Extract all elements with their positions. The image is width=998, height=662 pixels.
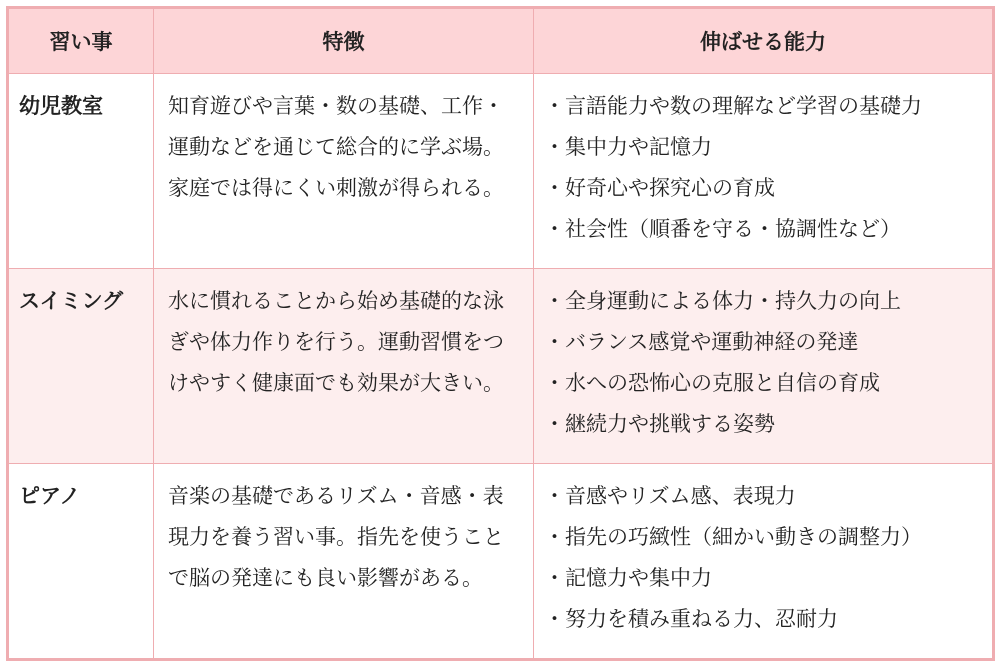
ability-item: ・集中力や記憶力 [544, 135, 712, 159]
table-row [8, 464, 994, 660]
lesson-abilities [534, 269, 994, 464]
lesson-abilities [534, 74, 994, 269]
lesson-feature: 知育遊びや言葉・数の基礎、工作・運動などを通じて総合的に学ぶ場。家庭では得にくい刺激が得られる。 [154, 74, 534, 269]
ability-list [544, 86, 986, 250]
ability-list [544, 281, 986, 445]
header-abilities: 伸ばせる能力 [534, 8, 994, 74]
lessons-comparison-table-container [6, 6, 992, 656]
header-lesson: 習い事 [8, 8, 154, 74]
ability-item: ・言語能力や数の理解など学習の基礎力 [544, 94, 922, 118]
ability-item: ・音感やリズム感、表現力 [544, 484, 796, 508]
ability-item: ・努力を積み重ねる力、忍耐力 [544, 607, 838, 631]
lesson-abilities [534, 464, 994, 660]
header-feature: 特徴 [154, 8, 534, 74]
table-row [8, 269, 994, 464]
ability-item: ・指先の巧緻性（細かい動きの調整力） [544, 525, 922, 549]
table-header-row [8, 8, 994, 74]
ability-list [544, 476, 986, 640]
ability-item: ・水への恐怖心の克服と自信の育成 [544, 371, 880, 395]
lesson-name: ピアノ [8, 464, 154, 660]
ability-item: ・社会性（順番を守る・協調性など） [544, 217, 901, 241]
ability-item: ・全身運動による体力・持久力の向上 [544, 289, 901, 313]
lesson-feature: 水に慣れることから始め基礎的な泳ぎや体力作りを行う。運動習慣をつけやすく健康面でも効果が大きい。 [154, 269, 534, 464]
ability-item: ・好奇心や探究心の育成 [544, 176, 775, 200]
ability-item: ・記憶力や集中力 [544, 566, 712, 590]
lesson-name: スイミング [8, 269, 154, 464]
lesson-feature: 音楽の基礎であるリズム・音感・表現力を養う習い事。指先を使うことで脳の発達にも良い影響がある。 [154, 464, 534, 660]
lessons-comparison-table [6, 6, 995, 661]
ability-item: ・継続力や挑戦する姿勢 [544, 412, 775, 436]
ability-item: ・バランス感覚や運動神経の発達 [544, 330, 859, 354]
lesson-name: 幼児教室 [8, 74, 154, 269]
table-row [8, 74, 994, 269]
